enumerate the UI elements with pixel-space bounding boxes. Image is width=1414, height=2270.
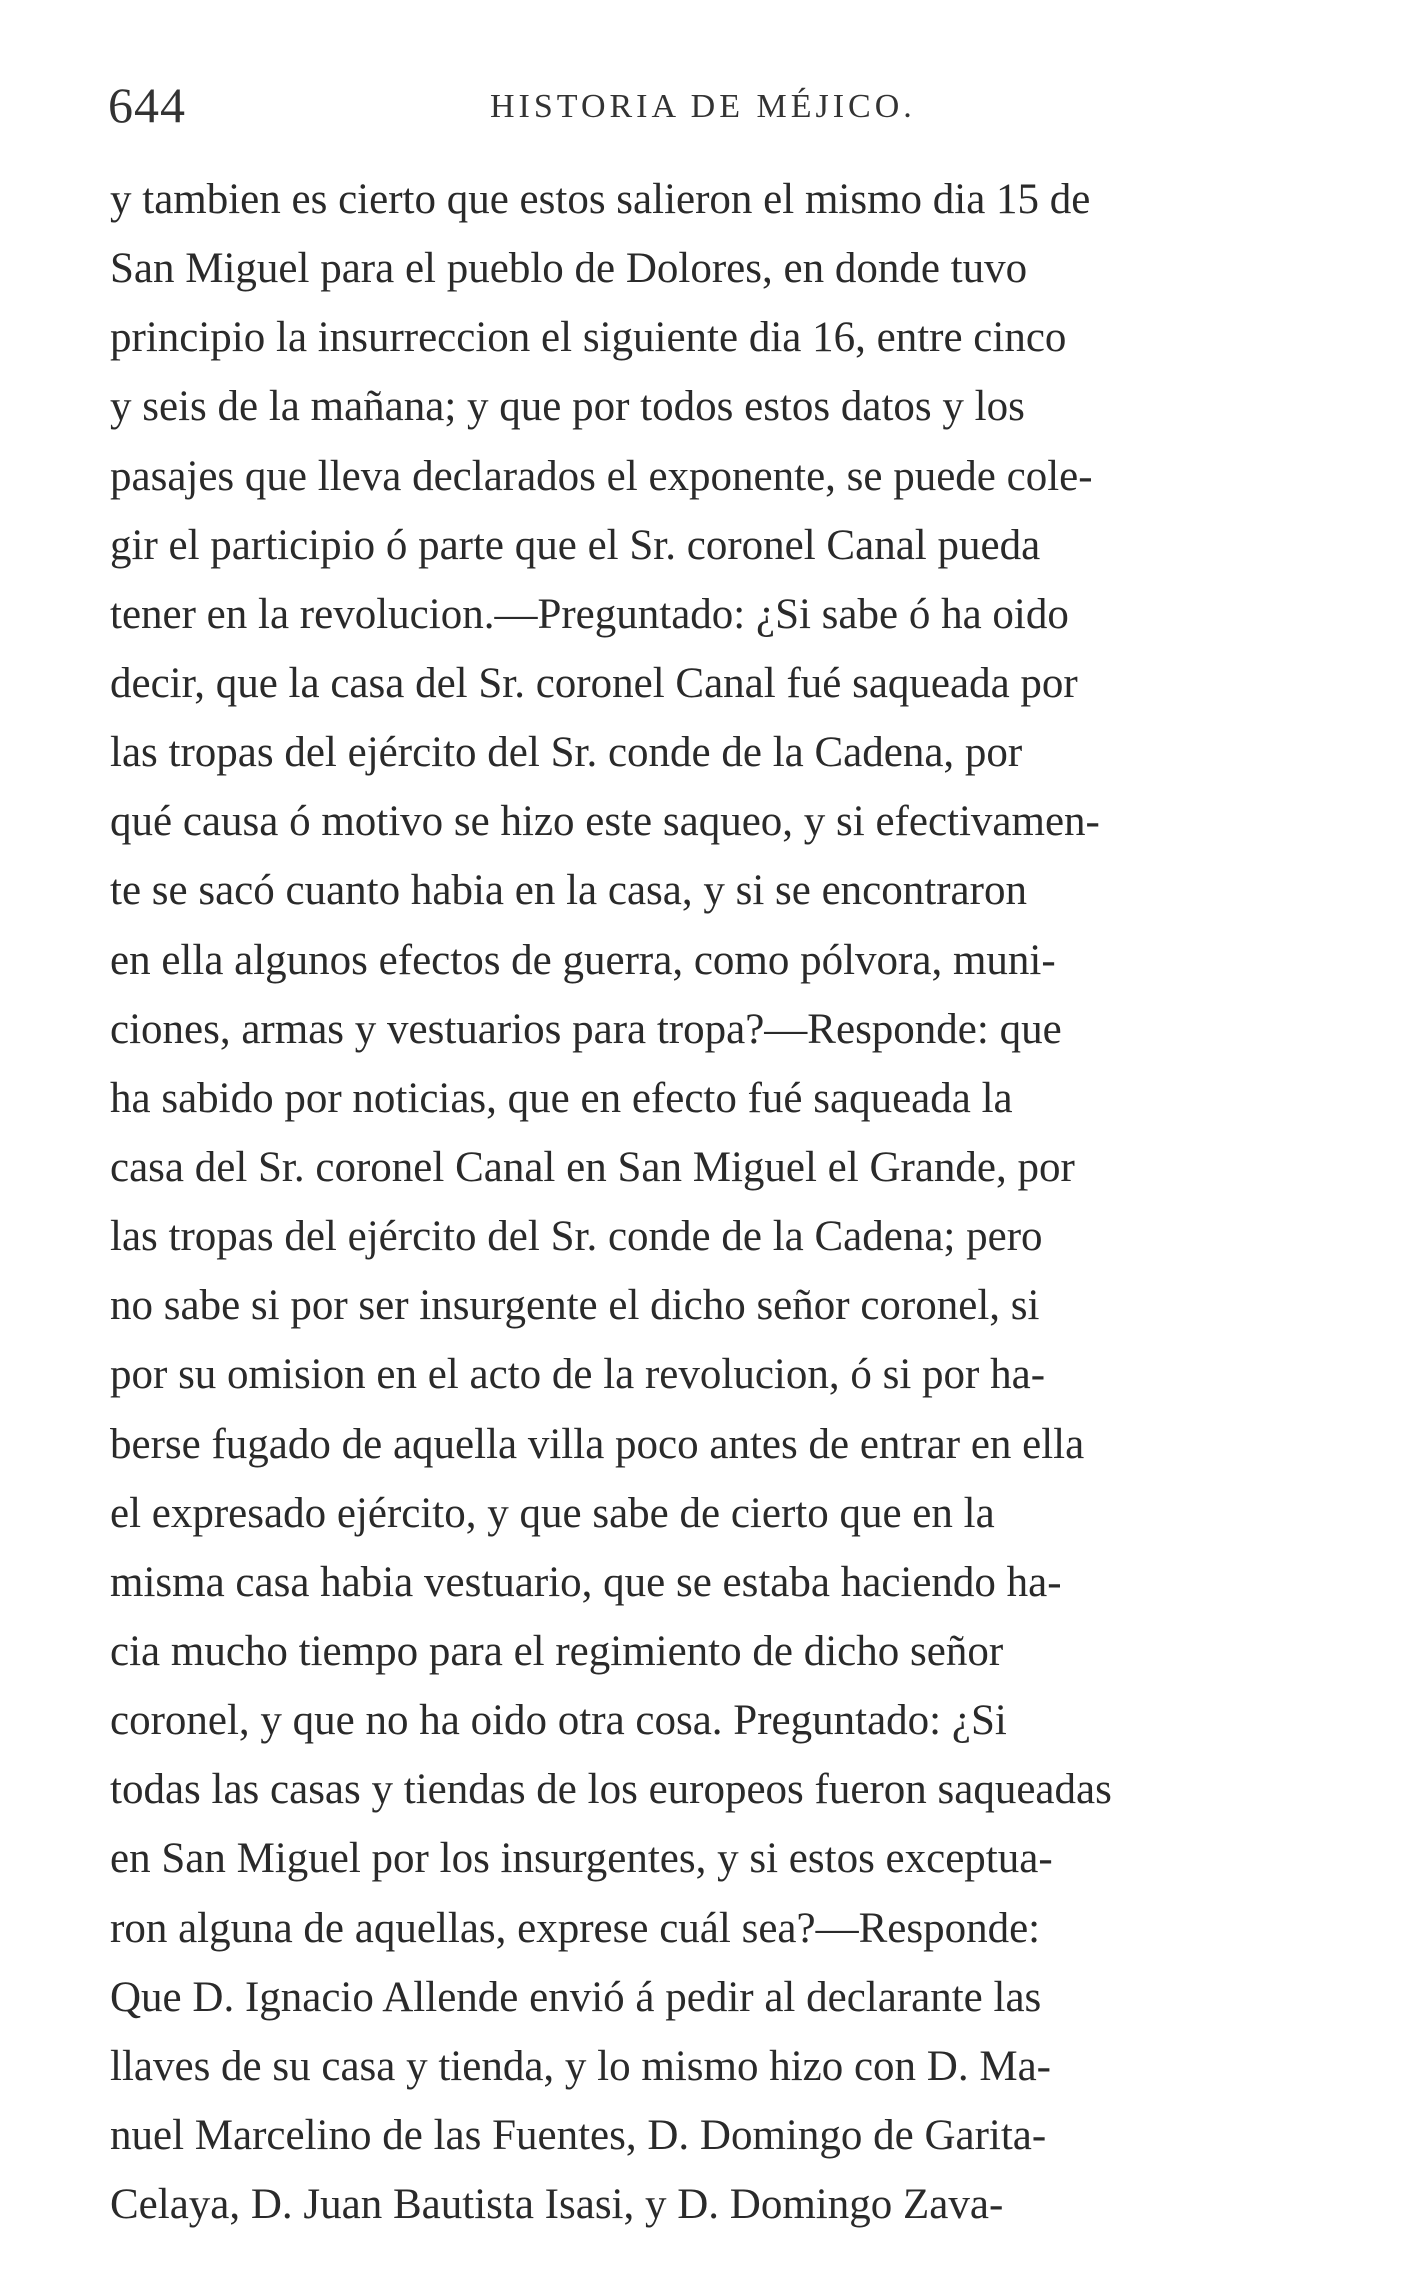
text-line: Celaya, D. Juan Bautista Isasi, y D. Domingo Zava- [110,2181,1004,2229]
text-line: tener en la revolucion.—Preguntado: ¿Si sabe ó ha oido [110,590,1069,638]
text-line: todas las casas y tiendas de los europeos fueron saqueadas [110,1766,1112,1814]
text-line: ron alguna de aquellas, exprese cuál sea?—Responde: [110,1904,1041,1952]
text-line: en ella algunos efectos de guerra, como pólvora, muni- [110,936,1056,984]
text-line: gir el participio ó parte que el Sr. coronel Canal pueda [110,521,1041,569]
text-line: principio la insurreccion el siguiente dia 16, entre cinco [110,314,1067,362]
text-line: y tambien es cierto que estos salieron el mismo dia 15 de [110,176,1091,223]
text-line: ha sabido por noticias, que en efecto fué saqueada la [110,1074,1013,1122]
text-line: coronel, y que no ha oido otra cosa. Preguntado: ¿Si [110,1697,1007,1745]
text-line: las tropas del ejército del Sr. conde de la Cadena; pero [110,1213,1043,1261]
text-line: pasajes que lleva declarados el exponente, se puede cole- [110,452,1093,500]
text-line: por su omision en el acto de la revolucion, ó si por ha- [110,1351,1046,1399]
text-line: misma casa habia vestuario, que se estaba haciendo ha- [110,1558,1062,1606]
text-line: qué causa ó motivo se hizo este saqueo, y si efectivamen- [110,798,1100,846]
text-line: cia mucho tiempo para el regimiento de dicho señor [110,1627,1004,1675]
text-line: casa del Sr. coronel Canal en San Miguel el Grande, por [110,1143,1075,1191]
text-line: las tropas del ejército del Sr. conde de la Cadena, por [110,729,1023,777]
text-line: decir, que la casa del Sr. coronel Canal fué saqueada por [110,659,1078,707]
text-line: ciones, armas y vestuarios para tropa?—Responde: que [110,1005,1062,1053]
body-text [110,165,1350,2239]
text-line: en San Miguel por los insurgentes, y si estos exceptua- [110,1835,1053,1883]
text-line: Que D. Ignacio Allende envió á pedir al declarante las [110,1973,1042,2021]
running-head [108,76,1348,136]
text-line: te se sacó cuanto habia en la casa, y si se encontraron [110,867,1027,915]
text-line: berse fugado de aquella villa poco antes de entrar en ella [110,1420,1085,1468]
text-line: nuel Marcelino de las Fuentes, D. Domingo de Garita- [110,2111,1047,2159]
text-line: el expresado ejército, y que sabe de cierto que en la [110,1489,995,1537]
running-title: HISTORIA DE MÉJICO. [490,88,916,125]
text-line: San Miguel para el pueblo de Dolores, en donde tuvo [110,245,1028,293]
text-line: no sabe si por ser insurgente el dicho señor coronel, si [110,1282,1040,1330]
text-line: y seis de la mañana; y que por todos estos datos y los [110,383,1025,431]
text-line: llaves de su casa y tienda, y lo mismo hizo con D. Ma- [110,2042,1052,2090]
page-number: 644 [108,77,186,133]
